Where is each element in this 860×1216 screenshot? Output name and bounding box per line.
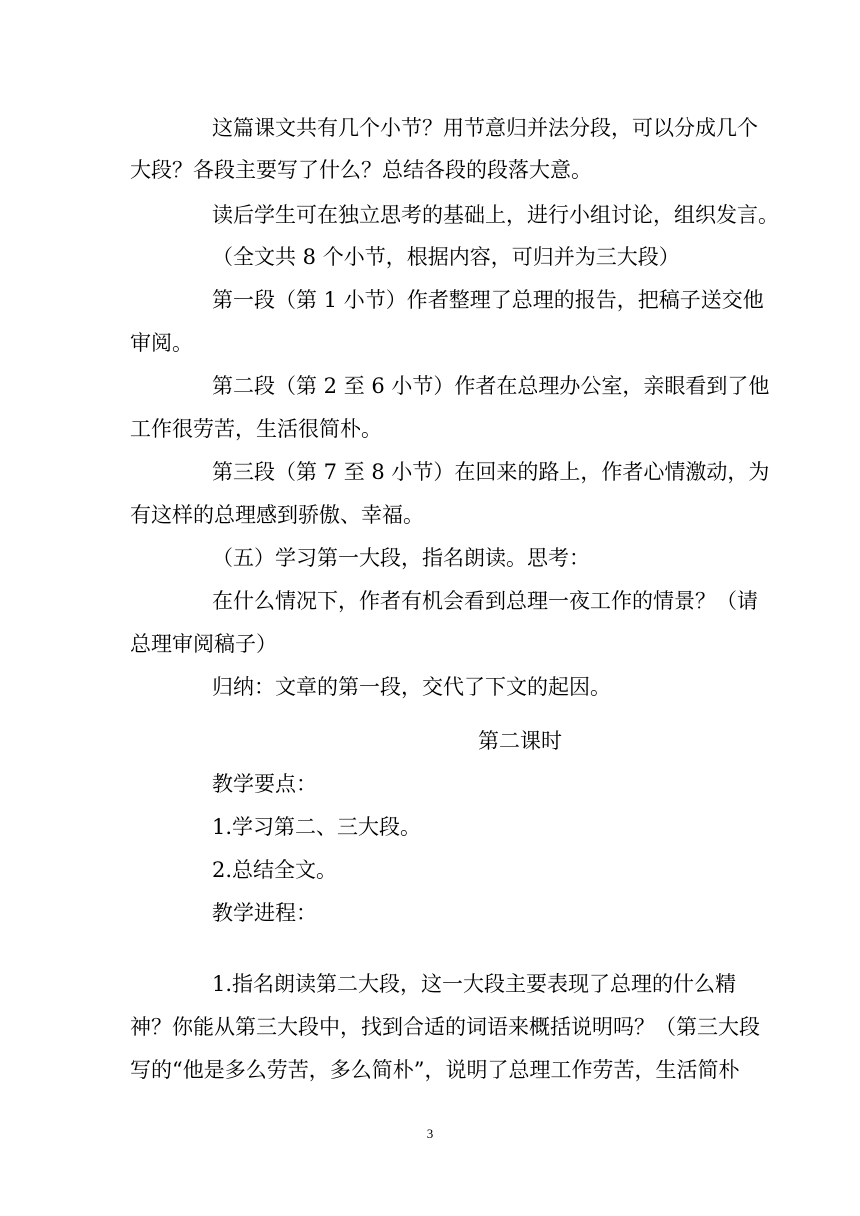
paragraph-line: 这篇课文共有几个小节？用节意归并法分段，可以分成几个 xyxy=(212,116,758,140)
section-heading: 第二课时 xyxy=(478,729,562,753)
paragraph-line: （五）学习第一大段，指名朗读。思考： xyxy=(212,546,590,570)
paragraph-line: 审阅。 xyxy=(130,331,193,355)
paragraph-line: 在什么情况下，作者有机会看到总理一夜工作的情景？（请 xyxy=(212,589,758,613)
paragraph-line: 读后学生可在独立思考的基础上，进行小组讨论，组织发言。 xyxy=(212,203,779,227)
paragraph-line: 写的“他是多么劳苦，多么简朴”，说明了总理工作劳苦，生活简朴 xyxy=(130,1058,740,1082)
paragraph-line: 第三段（第 7 至 8 小节）在回来的路上，作者心情激动，为 xyxy=(212,460,770,484)
paragraph-line: 有这样的总理感到骄傲、幸福。 xyxy=(130,503,424,527)
paragraph-line: （全文共 8 个小节，根据内容，可归并为三大段） xyxy=(212,245,680,269)
paragraph-line: 总理审阅稿子） xyxy=(130,632,277,656)
paragraph-line: 教学进程： xyxy=(212,901,317,925)
paragraph-line: 1.指名朗读第二大段，这一大段主要表现了总理的什么精 xyxy=(212,972,737,996)
paragraph-line: 1.学习第二、三大段。 xyxy=(212,815,422,839)
paragraph-line: 工作很劳苦，生活很简朴。 xyxy=(130,417,382,441)
paragraph-line: 神？你能从第三大段中，找到合适的词语来概括说明吗？（第三大段 xyxy=(130,1015,760,1039)
paragraph-line: 大段？各段主要写了什么？总结各段的段落大意。 xyxy=(130,158,592,182)
page-number: 3 xyxy=(426,1126,434,1141)
paragraph-line: 第一段（第 1 小节）作者整理了总理的报告，把稿子送交他 xyxy=(212,288,764,312)
paragraph-line: 教学要点： xyxy=(212,772,317,796)
paragraph-line: 归纳：文章的第一段，交代了下文的起因。 xyxy=(212,675,611,699)
paragraph-line: 2.总结全文。 xyxy=(212,858,338,882)
paragraph-line: 第二段（第 2 至 6 小节）作者在总理办公室，亲眼看到了他 xyxy=(212,374,770,398)
